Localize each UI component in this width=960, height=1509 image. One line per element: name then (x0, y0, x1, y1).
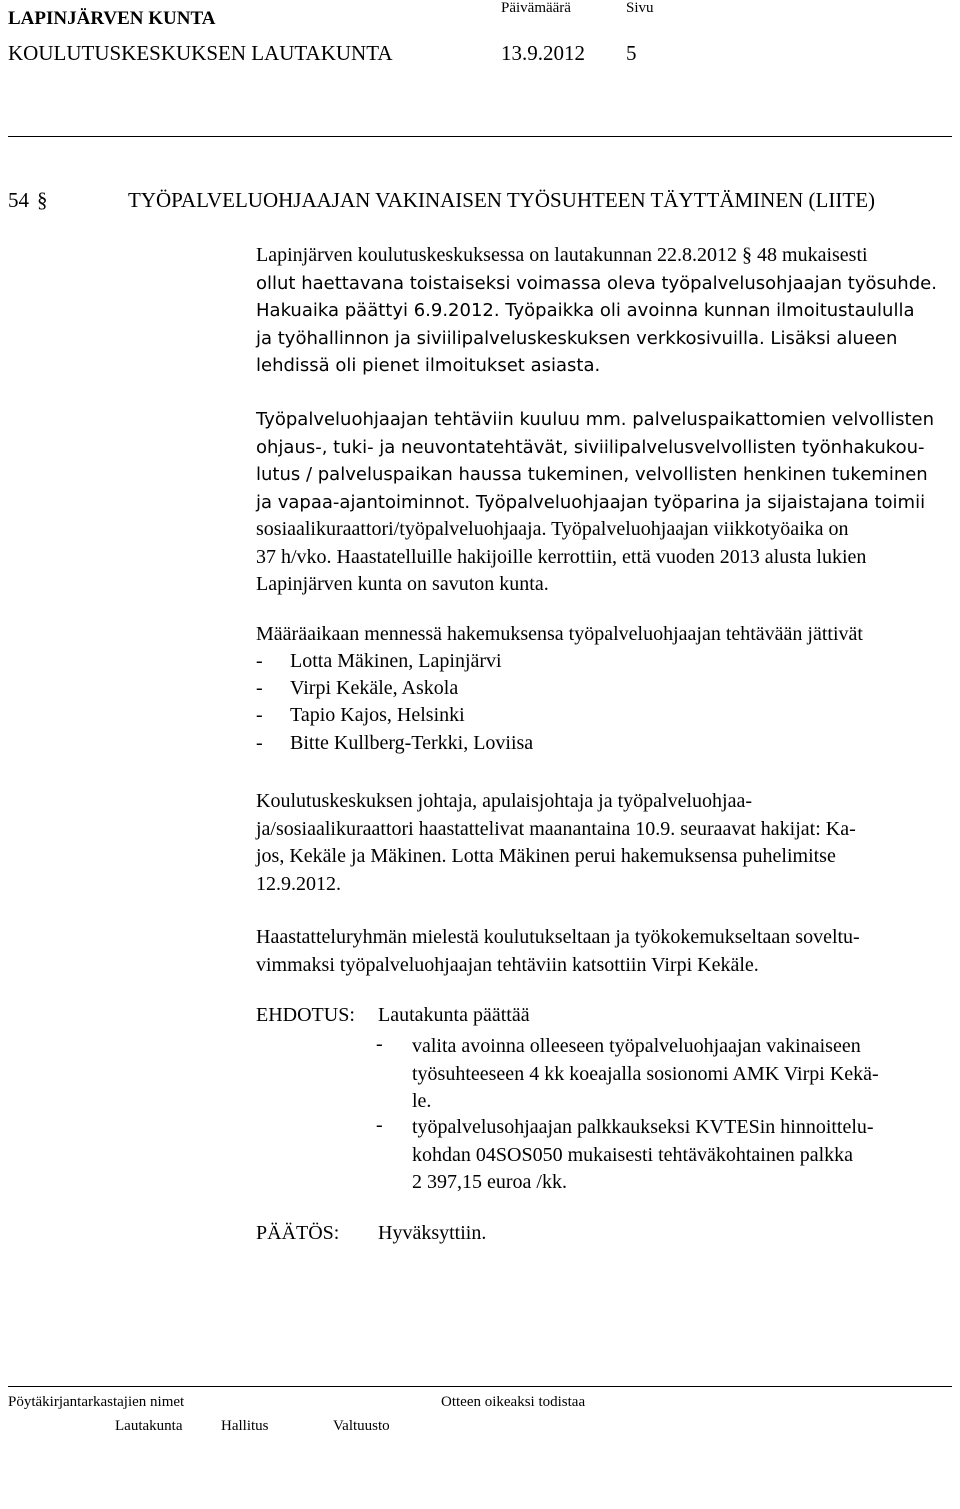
organization-name: LAPINJÄRVEN KUNTA (8, 8, 216, 29)
selection-paragraph (256, 924, 860, 979)
text-line: jos, Kekäle ja Mäkinen. Lotta Mäkinen perui hakemuksensa puhelimitse (256, 845, 836, 867)
page-label: Sivu (626, 0, 654, 16)
footer-body-lautakunta: Lautakunta (115, 1418, 183, 1434)
text-line: lehdissä oli pienet ilmoitukset asiasta. (256, 355, 601, 376)
certified-label: Otteen oikeaksi todistaa (441, 1394, 586, 1410)
proposal-item: valita avoinna olleeseen työpalveluohjaajan vakinaiseen työsuhteeseen 4 kk koeajalla sosionomi AMK Virpi Kekä- le. (412, 1035, 879, 1112)
text-line: Lapinjärven koulutuskeskuksessa on lautakunnan 22.8.2012 § 48 mukaisesti (256, 244, 868, 266)
meeting-date: 13.9.2012 (501, 41, 585, 65)
text-line: ja/sosiaalikuraattori haastattelivat maanantaina 10.9. seuraavat hakijat: Ka- (256, 817, 856, 840)
section-symbol: § (37, 188, 48, 212)
text-line: ja vapaa-ajantoiminnot. Työpalveluohjaajan työparina ja sijaistajana toimii (256, 491, 926, 513)
proposal-item: työpalvelusohjaajan palkkaukseksi KVTESin hinnoittelu- kohdan 04SOS050 mukaisesti tehtäväkohtainen palkka 2 397,15 euroa /kk. (412, 1116, 874, 1193)
footer-body-valtuusto: Valtuusto (333, 1418, 390, 1434)
applicants-intro: Määräaikaan mennessä hakemuksensa työpalveluohjaajan tehtävään jättivät (256, 623, 863, 645)
header-rule (8, 136, 952, 137)
text-line: vimmaksi työpalveluohjaajan tehtäviin katsottiin Virpi Kekäle. (256, 953, 759, 976)
text-line: Koulutuskeskuksen johtaja, apulaisjohtaja ja työpalveluohjaa- (256, 790, 752, 812)
text-line: 37 h/vko. Haastatelluille hakijoille kerrottiin, että vuoden 2013 alusta lukien (256, 545, 867, 568)
text-line: lutus / palveluspaikan haussa tukeminen, velvollisten henkinen tukeminen (256, 464, 928, 485)
applicant-item: - Tapio Kajos, Helsinki (256, 704, 465, 726)
footer-body-hallitus: Hallitus (221, 1418, 269, 1434)
inspectors-label: Pöytäkirjantarkastajien nimet (8, 1394, 185, 1410)
text-line: 12.9.2012. (256, 872, 341, 895)
section-title: TYÖPALVELUOHJAAJAN VAKINAISEN TYÖSUHTEEN TÄYTTÄMINEN (LIITE) (128, 188, 876, 212)
decision-text: Hyväksyttiin. (378, 1222, 487, 1244)
text-line: Työpalveluohjaajan tehtäviin kuuluu mm. palveluspaikattomien velvollisten (256, 409, 934, 430)
text-line: ja työhallinnon ja siviilipalveluskeskuksen verkkosivuilla. Lisäksi alueen (256, 327, 898, 349)
text-line: ollut haettavana toistaiseksi voimassa oleva työpalvelusohjaajan työsuhde. (256, 272, 937, 294)
bullet-dash: - (376, 1033, 383, 1055)
bullet-dash: - (376, 1114, 383, 1136)
board-name: KOULUTUSKESKUKSEN LAUTAKUNTA (8, 41, 393, 65)
text-line: Lapinjärven kunta on savuton kunta. (256, 573, 549, 595)
text-line: sosiaalikuraattori/työpalveluohjaaja. Työpalveluohjaajan viikkotyöaika on (256, 518, 849, 540)
intro-paragraph (256, 242, 937, 380)
page-number: 5 (626, 41, 637, 65)
text-line: Hakuaika päättyi 6.9.2012. Työpaikka oli avoinna kunnan ilmoitustaululla (256, 300, 915, 321)
proposal-label: EHDOTUS: (256, 1004, 355, 1026)
decision-label: PÄÄTÖS: (256, 1222, 340, 1244)
proposal-text: Lautakunta päättää (378, 1004, 530, 1026)
text-line: Haastatteluryhmän mielestä koulutukseltaan ja työkokemukseltaan soveltu- (256, 926, 860, 948)
text-line: ohjaus-, tuki- ja neuvontatehtävät, siviilipalvelusvelvollisten työnhakukou- (256, 436, 925, 458)
interview-paragraph (256, 788, 856, 898)
applicant-item: - Lotta Mäkinen, Lapinjärvi (256, 650, 502, 672)
footer-rule (8, 1386, 952, 1387)
duties-paragraph (256, 406, 934, 599)
date-label: Päivämäärä (501, 0, 571, 16)
section-number: 54 (8, 188, 29, 212)
applicant-item: - Virpi Kekäle, Askola (256, 677, 459, 699)
applicant-item: - Bitte Kullberg-Terkki, Loviisa (256, 732, 534, 754)
